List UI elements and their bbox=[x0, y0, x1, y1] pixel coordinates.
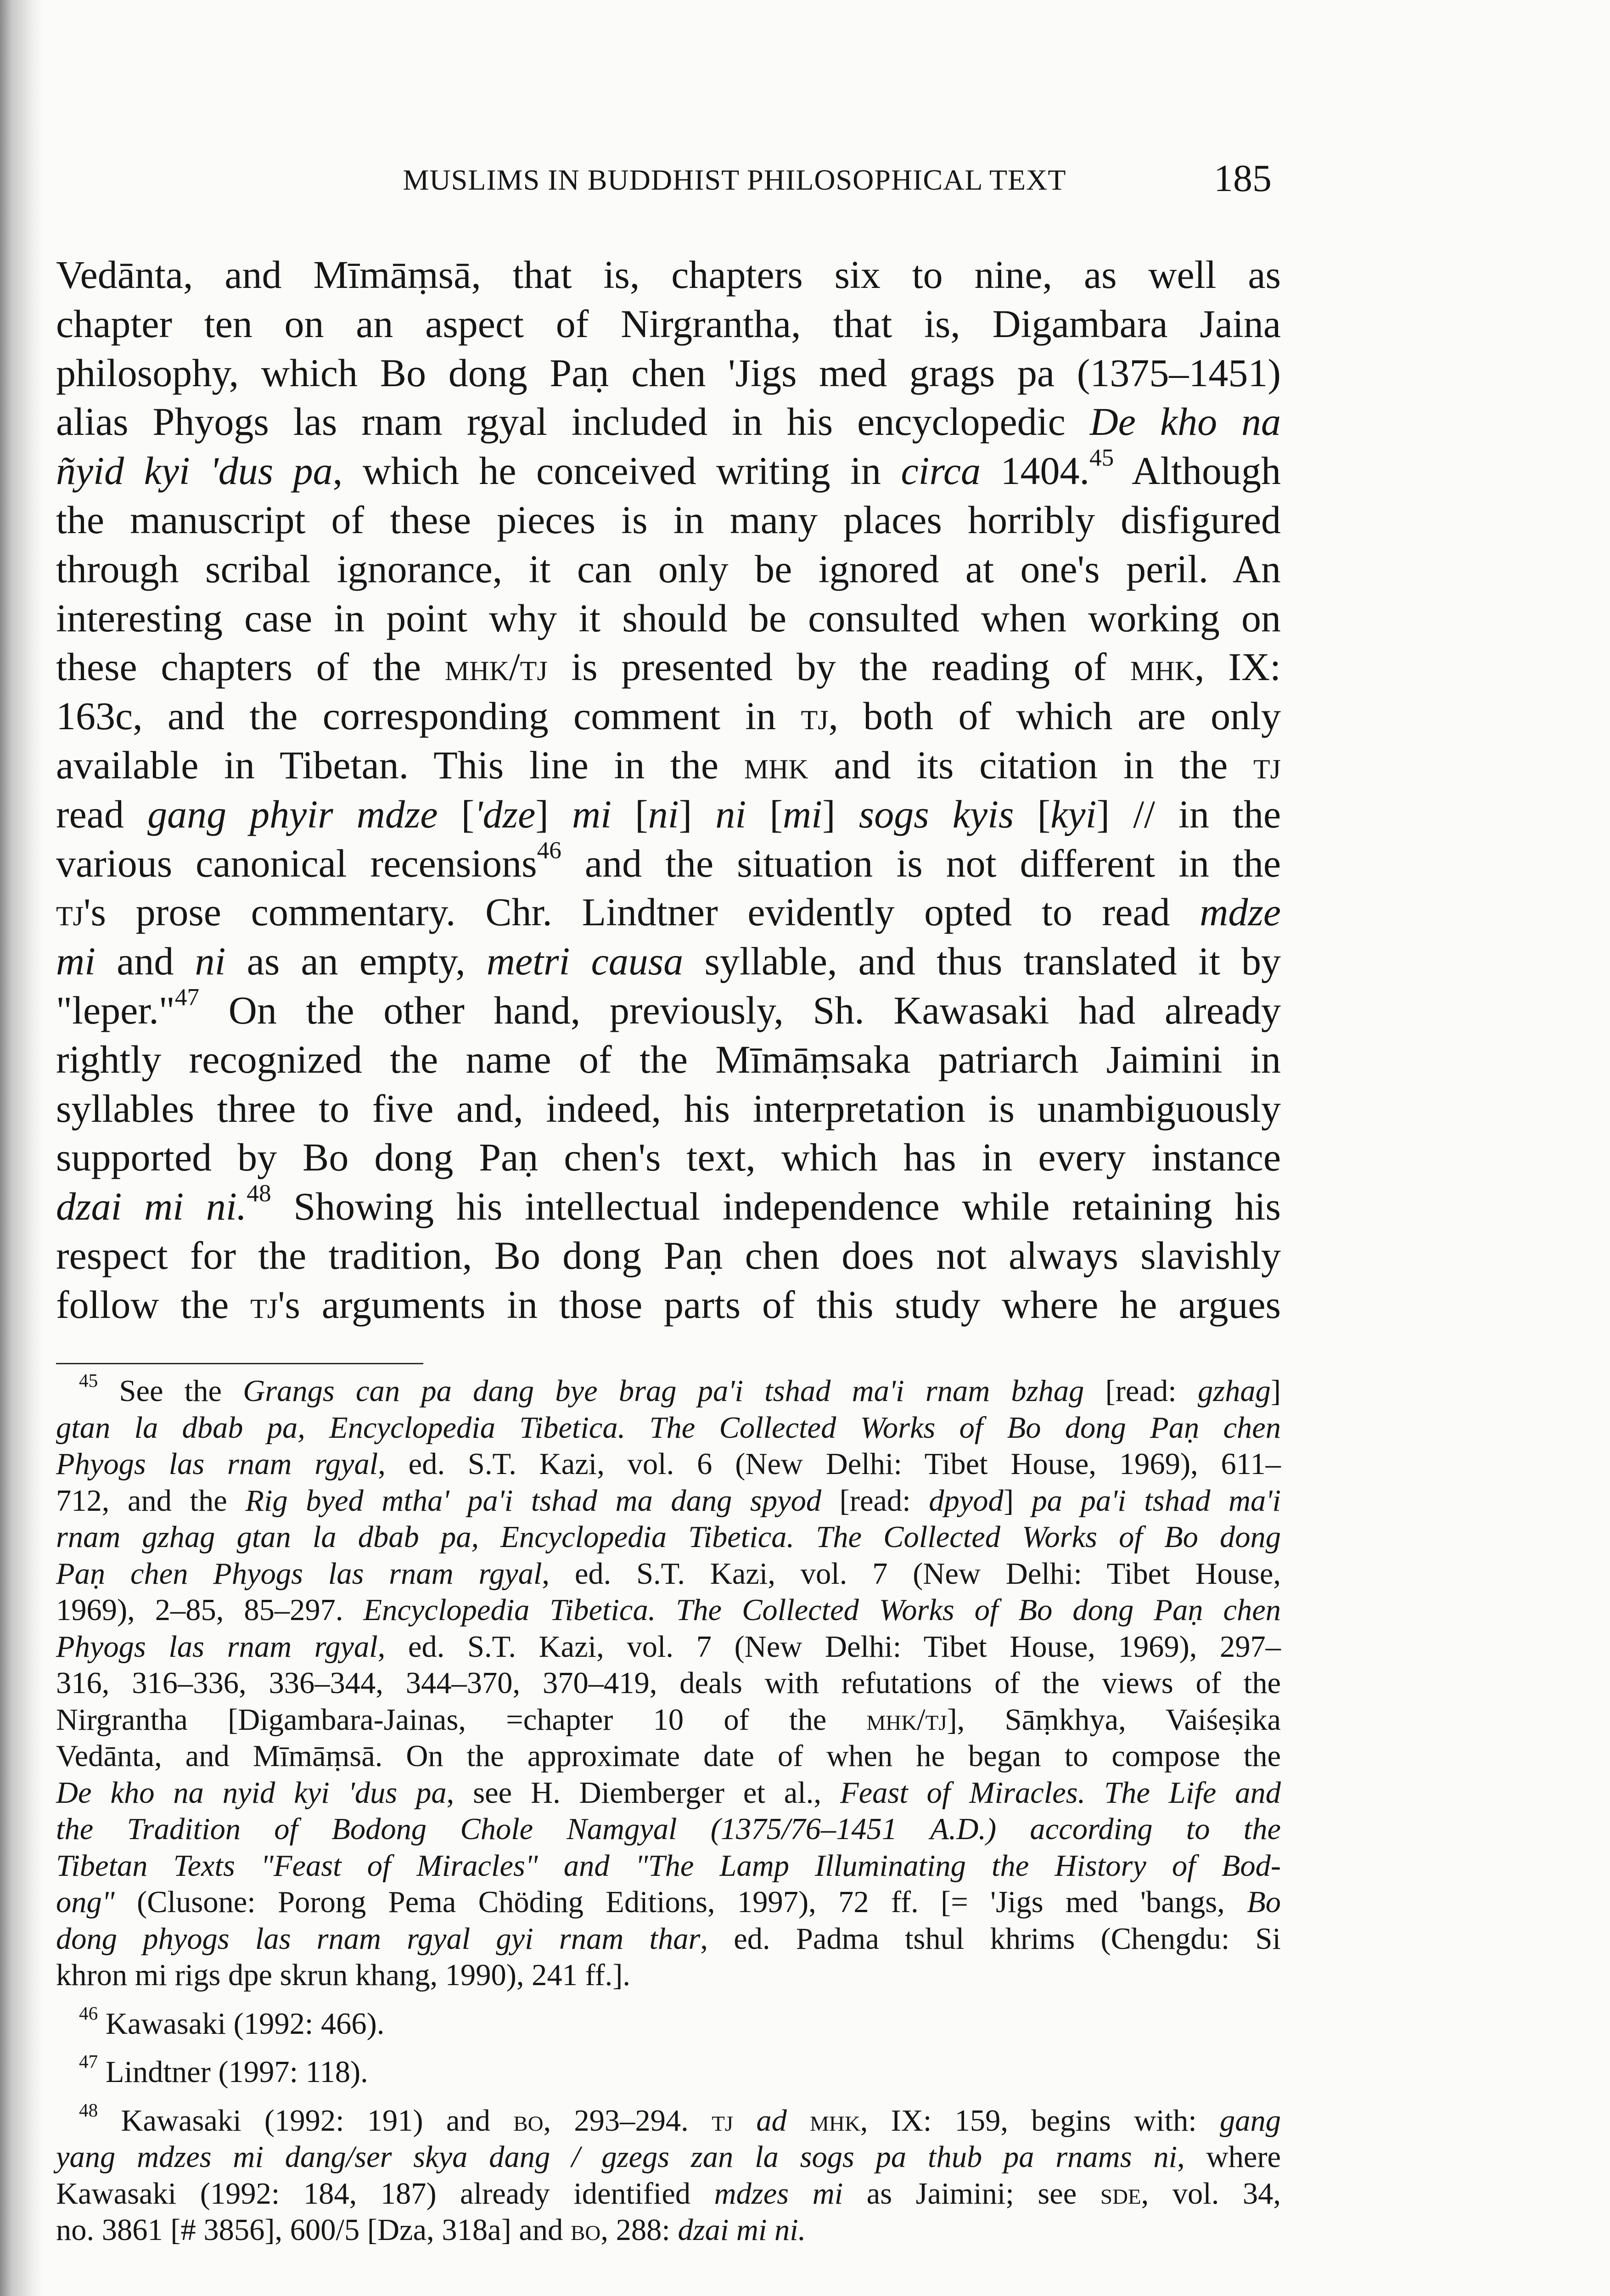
body-line: follow the tj's arguments in those parts of this study where he argues bbox=[56, 1282, 1281, 1327]
body-line: philosophy, which Bo dong Paṇ chen 'Jigs med grags pa (1375–1451) bbox=[56, 350, 1281, 395]
page-number: 185 bbox=[1214, 157, 1272, 200]
body-line: syllables three to five and, indeed, his interpretation is unambiguously bbox=[56, 1086, 1281, 1131]
body-line: various canonical recensions$^{46}$ and the situation is not different in the bbox=[56, 836, 1281, 885]
footnote-line: Phyogs las rnam rgyal, ed. S.T. Kazi, vol. 7 (New Delhi: Tibet House, 1969), 297– bbox=[56, 1630, 1281, 1664]
body-line: rightly recognized the name of the Mīmāṃsaka patriarch Jaimini in bbox=[56, 1037, 1281, 1081]
body-line: ñyid kyi 'dus pa, which he conceived writing in circa 1404.45 Although bbox=[56, 444, 1281, 493]
body-line: chapter ten on an aspect of Nirgrantha, that is, Digambara Jaina bbox=[56, 301, 1281, 346]
footnote-line: gtan la dbab pa, Encyclopedia Tibetica. The Collected Works of Bo dong Paṇ chen bbox=[56, 1411, 1281, 1445]
body-line: mi and ni as an empty, metri causa syllable, and thus translated it by bbox=[56, 939, 1281, 984]
footnote-line: ong" (Clusone: Porong Pema Chöding Editions, 1997), 72 ff. [= 'Jigs med 'bangs, Bo bbox=[56, 1885, 1281, 1919]
body-line: the manuscript of these pieces is in many places horribly disfigured bbox=[56, 497, 1281, 542]
footnote-line: Phyogs las rnam rgyal, ed. S.T. Kazi, vol. 6 (New Delhi: Tibet House, 1969), 611– bbox=[56, 1447, 1281, 1481]
running-head: MUSLIMS IN BUDDHIST PHILOSOPHICAL TEXT bbox=[403, 163, 1066, 196]
footnote-line: the Tradition of Bodong Chole Namgyal (1375/76–1451 A.D.) according to the bbox=[56, 1812, 1281, 1846]
body-line: these chapters of the mhk/tj is presented by the reading of mhk, IX: bbox=[56, 645, 1281, 689]
footnote-line: De kho na nyid kyi 'dus pa, see H. Diemberger et al., Feast of Miracles. The Life and bbox=[56, 1776, 1281, 1810]
body-line: read gang phyir mdze ['dze] mi [ni] ni [mi] sogs kyis [kyi] // in the bbox=[56, 792, 1281, 836]
body-line: interesting case in point why it should be consulted when working on bbox=[56, 596, 1281, 640]
body-line: dzai mi ni.$^{48}$ Showing his intellectual independence while retaining his bbox=[56, 1179, 1281, 1229]
footnote-line: khron mi rigs dpe skrun khang, 1990), 241 ff.]. bbox=[56, 1958, 631, 1992]
footnote-rule bbox=[56, 1363, 423, 1364]
body-line: respect for the tradition, Bo dong Paṇ chen does not always slavishly bbox=[56, 1233, 1281, 1277]
body-line: alias Phyogs las rnam rgyal included in his encyclopedic De kho na bbox=[56, 400, 1281, 444]
scan-shadow-edge bbox=[0, 0, 44, 2296]
footnote-start-line: $^{47}$ Lindtner (1997: 118). bbox=[79, 2051, 368, 2089]
footnote-line: rnam gzhag gtan la dbab pa, Encyclopedia Tibetica. The Collected Works of Bo dong bbox=[56, 1520, 1281, 1554]
footnote-line: Kawasaki (1992: 184, 187) already identified mdzes mi as Jaimini; see sde, vol. 34, bbox=[56, 2177, 1281, 2211]
footnote-line: dong phyogs las rnam rgyal gyi rnam thar, ed. Padma tshul khrims (Chengdu: Si bbox=[56, 1922, 1281, 1956]
footnote-line: 712, and the Rig byed mtha' pa'i tshad ma dang spyod [read: dpyod] pa pa'i tshad ma'i bbox=[56, 1484, 1281, 1518]
footnote-line: 1969), 2–85, 85–297. Encyclopedia Tibetica. The Collected Works of Bo dong Paṇ chen bbox=[56, 1593, 1281, 1627]
body-line: 163c, and the corresponding comment in tj, both of which are only bbox=[56, 694, 1281, 738]
footnote-start-line: $^{45}$ See the Grangs can pa dang bye brag pa'i tshad ma'i rnam bzhag [read: gzhag] bbox=[79, 1370, 1281, 1408]
footnote-start-line: $^{46}$ Kawasaki (1992: 466). bbox=[79, 2002, 385, 2041]
body-text bbox=[56, 250, 1281, 1329]
footnote-line: Nirgrantha [Digambara-Jainas, =chapter 10 of the mhk/tj], Sāṃkhya, Vaiśeṣika bbox=[56, 1703, 1281, 1737]
body-line: Vedānta, and Mīmāṃsā, that is, chapters six to nine, as well as bbox=[56, 253, 1281, 297]
footnote-start-line: $^{48}$ Kawasaki (1992: 191) and bo, 293–294. tj ad mhk, IX: 159, begins with: gang bbox=[79, 2099, 1281, 2138]
body-line: tj's prose commentary. Chr. Lindtner evidently opted to read mdze bbox=[56, 890, 1281, 934]
body-line: "leper."$^{47}$ On the other hand, previously, Sh. Kawasaki had already bbox=[56, 983, 1281, 1032]
footnote-line: Paṇ chen Phyogs las rnam rgyal, ed. S.T. Kazi, vol. 7 (New Delhi: Tibet House, bbox=[56, 1557, 1281, 1591]
footnotes bbox=[56, 1370, 1281, 2249]
footnote-line: no. 3861 [# 3856], 600/5 [Dza, 318a] and bo, 288: dzai mi ni. bbox=[56, 2213, 806, 2247]
body-line: available in Tibetan. This line in the mhk and its citation in the tj bbox=[56, 743, 1281, 787]
footnote-line: Tibetan Texts "Feast of Miracles" and "The Lamp Illuminating the History of Bod- bbox=[56, 1849, 1281, 1883]
footnote-line: 316, 316–336, 336–344, 344–370, 370–419, deals with refutations of the views of the bbox=[56, 1666, 1281, 1700]
footnote-line: Vedānta, and Mīmāṃsā. On the approximate date of when he began to compose the bbox=[56, 1739, 1281, 1773]
footnote-line: yang mdzes mi dang/ser skya dang / gzegs zan la sogs pa thub pa rnams ni, where bbox=[56, 2140, 1281, 2174]
body-line: supported by Bo dong Paṇ chen's text, which has in every instance bbox=[56, 1135, 1281, 1180]
body-line: through scribal ignorance, it can only be ignored at one's peril. An bbox=[56, 546, 1281, 591]
